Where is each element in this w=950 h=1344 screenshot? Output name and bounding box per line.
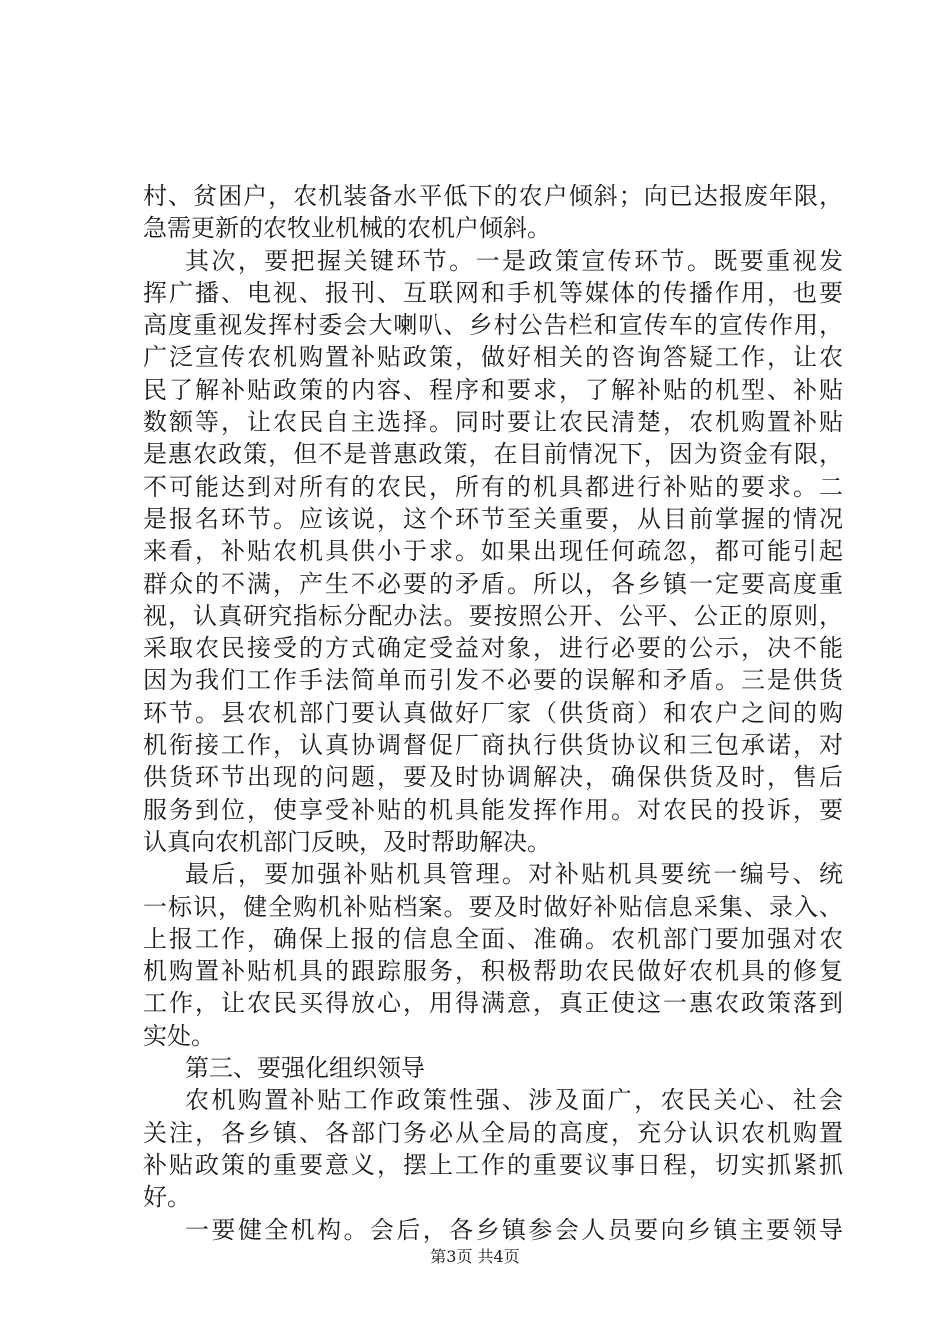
text-line: 高度重视发挥村委会大喇叭、乡村公告栏和宣传车的宣传作用，: [143, 311, 843, 340]
text-line: 认真向农机部门反映，及时帮助解决。: [143, 827, 551, 856]
page-footer: 第3页 共4页: [430, 1247, 520, 1266]
text-line: 一标识，健全购机补贴档案。要及时做好补贴信息采集、录入、: [143, 892, 843, 921]
text-line: 群众的不满，产生不必要的矛盾。所以，各乡镇一定要高度重: [143, 569, 843, 598]
text-line: 机衔接工作，认真协调督促厂商执行供货协议和三包承诺，对: [143, 731, 843, 760]
text-line: 实处。: [143, 1021, 215, 1050]
text-line: 是惠农政策，但不是普惠政策，在目前情况下，因为资金有限，: [143, 440, 843, 469]
text-line: 是报名环节。应该说，这个环节至关重要，从目前掌握的情况: [143, 504, 843, 533]
text-line: 农机购置补贴工作政策性强、涉及面广，农民关心、社会: [185, 1086, 843, 1115]
text-line: 工作，让农民买得放心，用得满意，真正使这一惠农政策落到: [143, 989, 843, 1018]
text-line: 来看，补贴农机具供小于求。如果出现任何疏忽，都可能引起: [143, 537, 843, 566]
text-line: 民了解补贴政策的内容、程序和要求，了解补贴的机型、补贴: [143, 375, 843, 404]
text-line: 环节。县农机部门要认真做好厂家（供货商）和农户之间的购: [143, 698, 843, 727]
text-line: 广泛宣传农机购置补贴政策，做好相关的咨询答疑工作，让农: [143, 343, 843, 372]
text-line: 一要健全机构。会后，各乡镇参会人员要向乡镇主要领导: [185, 1215, 843, 1244]
text-line: 视，认真研究指标分配办法。要按照公开、公平、公正的原则，: [143, 601, 843, 630]
text-line: 村、贫困户，农机装备水平低下的农户倾斜；向已达报废年限，: [143, 182, 843, 210]
text-line: 上报工作，确保上报的信息全面、准确。农机部门要加强对农: [143, 924, 843, 953]
text-line: 补贴政策的重要意义，摆上工作的重要议事日程，切实抓紧抓: [143, 1150, 843, 1179]
text-line: 采取农民接受的方式确定受益对象，进行必要的公示，决不能: [143, 634, 843, 663]
text-line: 第三、要强化组织领导: [185, 1054, 425, 1083]
text-line: 不可能达到对所有的农民，所有的机具都进行补贴的要求。二: [143, 472, 843, 501]
text-line: 急需更新的农牧业机械的农机户倾斜。: [143, 214, 551, 243]
text-line: 好。: [143, 1183, 191, 1212]
text-line: 因为我们工作手法简单而引发不必要的误解和矛盾。三是供货: [143, 666, 843, 695]
text-line: 供货环节出现的问题，要及时协调解决，确保供货及时，售后: [143, 763, 843, 792]
body-text: [143, 180, 843, 1246]
text-line: 挥广播、电视、报刊、互联网和手机等媒体的传播作用，也要: [143, 278, 843, 307]
text-line: 服务到位，使享受补贴的机具能发挥作用。对农民的投诉，要: [143, 795, 843, 824]
text-line: 机购置补贴机具的跟踪服务，积极帮助农民做好农机具的修复: [143, 957, 843, 986]
text-line: 数额等，让农民自主选择。同时要让农民清楚，农机购置补贴: [143, 408, 843, 437]
text-line: 关注，各乡镇、各部门务必从全局的高度，充分认识农机购置: [143, 1118, 843, 1147]
text-line: 其次，要把握关键环节。一是政策宣传环节。既要重视发: [185, 246, 843, 275]
text-line: 最后，要加强补贴机具管理。对补贴机具要统一编号、统: [185, 860, 843, 889]
